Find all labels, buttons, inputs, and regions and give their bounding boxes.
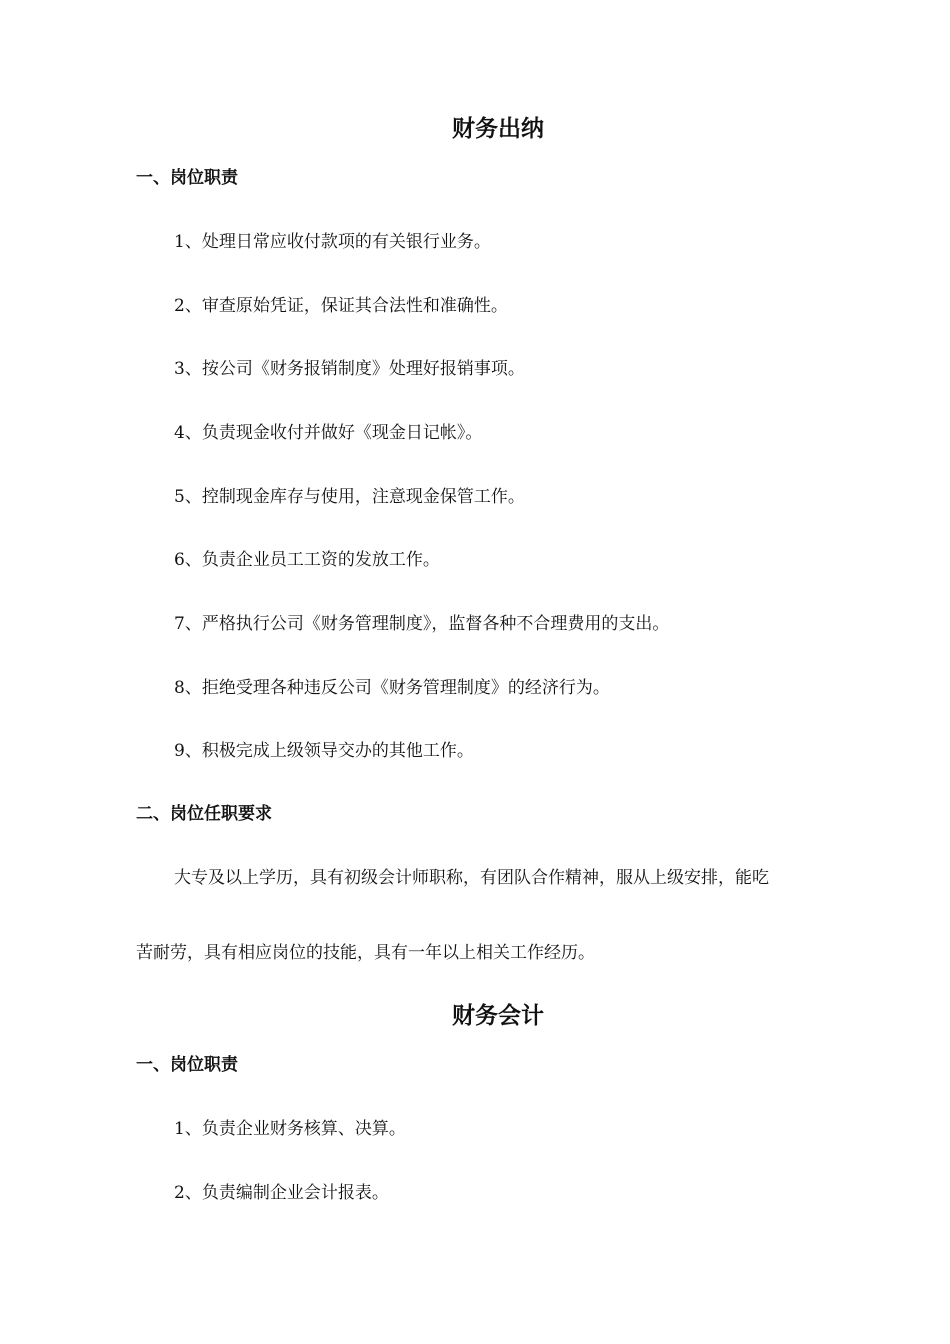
duties-heading-accountant: 一、岗位职责 [136,1055,238,1075]
duty-item: 3、按公司《财务报销制度》处理好报销事项。 [174,359,525,379]
duty-item: 2、负责编制企业会计报表。 [174,1183,389,1203]
requirements-text-line2: 苦耐劳，具有相应岗位的技能，具有一年以上相关工作经历。 [136,943,595,963]
requirements-heading-cashier: 二、岗位任职要求 [136,804,272,824]
section-title-cashier: 财务出纳 [452,116,544,142]
duty-item: 8、拒绝受理各种违反公司《财务管理制度》的经济行为。 [174,678,610,698]
duty-item: 6、负责企业员工工资的发放工作。 [174,550,440,570]
duty-item: 5、控制现金库存与使用，注意现金保管工作。 [174,487,525,507]
duty-item: 4、负责现金收付并做好《现金日记帐》。 [174,423,483,443]
section-title-accountant: 财务会计 [452,1003,544,1029]
duty-item: 1、处理日常应收付款项的有关银行业务。 [174,232,491,252]
duty-item: 9、积极完成上级领导交办的其他工作。 [174,741,474,761]
duty-item: 2、审查原始凭证，保证其合法性和准确性。 [174,296,508,316]
requirements-text-line1: 大专及以上学历，具有初级会计师职称，有团队合作精神，服从上级安排，能吃 [174,868,769,888]
duties-heading-cashier: 一、岗位职责 [136,168,238,188]
duty-item: 7、严格执行公司《财务管理制度》，监督各种不合理费用的支出。 [174,614,670,634]
duty-item: 1、负责企业财务核算、决算。 [174,1119,406,1139]
